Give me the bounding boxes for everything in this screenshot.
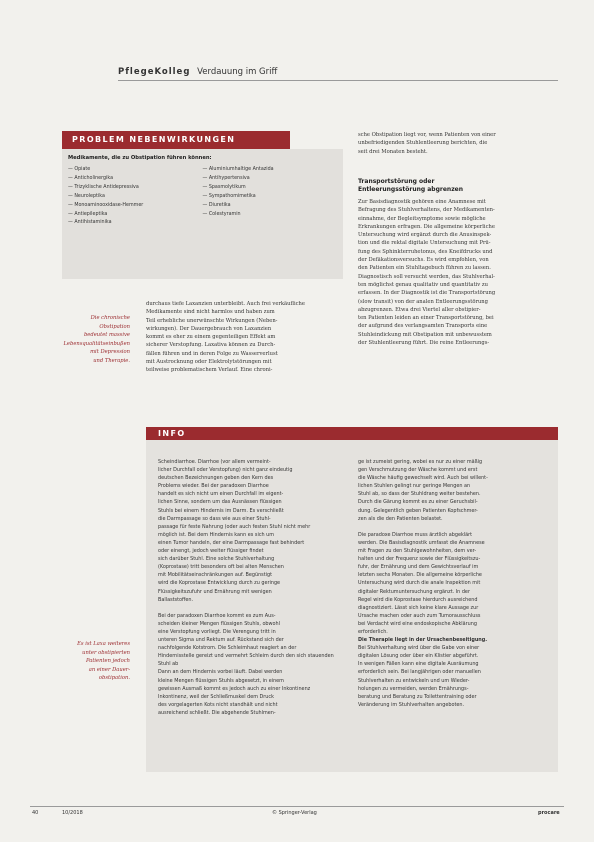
text-line: mit Austrocknung oder Elektrolytstörungen mit <box>146 359 272 366</box>
info-text-line: (Koprostase) tritt besonders oft bei alten Menschen <box>158 564 284 571</box>
drug-list-item: — Anticholinergika <box>68 175 114 181</box>
text-line: Zur Basisdiagnostik gehören eine Anamnese mit <box>358 199 486 205</box>
text-line: kommt es eher zu einem gegenteiligen Effekt am <box>146 334 276 341</box>
info-text-line: lichen Stuhlen gelingt nur geringe Mengen an <box>358 483 471 490</box>
drug-list-col-2 <box>203 166 338 228</box>
text-line: der Stuhlentleerung führt. Die reine Entleerungs- <box>358 340 490 347</box>
body-column-right <box>358 198 558 347</box>
info-text-line: Problems wieder. Bei der paradoxen Diarrhoe <box>158 483 269 490</box>
info-text-line: werden. Die Basisdiagnostik umfasst die Anamnese <box>358 539 485 546</box>
info-text-line: Untersuchung wird durch die anale Inspektion mit <box>358 580 481 587</box>
text-line: Teil erhebliche unerwünschte Wirkungen (Neben- <box>146 317 278 324</box>
info-text-line: Bei Stuhlverhaltung wird über die Gabe von einer <box>358 645 480 652</box>
info-box-title: INFO <box>146 427 558 440</box>
text-line: den Patienten ein Stuhltagebuch führen zu lassen. <box>358 265 491 272</box>
info-text-line: Dann an dem Hindernis vorbei läuft. Dabei werden <box>158 669 283 676</box>
text-line: seit drei Monaten besteht. <box>358 148 428 155</box>
info-text-line: Ursache machen oder auch zum Tumorausschluss <box>358 612 481 619</box>
problem-box <box>62 149 343 279</box>
drug-list-item: — Antihistaminika <box>68 220 112 226</box>
drug-list-item: — Antihypertensiva <box>202 175 250 181</box>
info-text-line: wird die Koprostase Entwicklung durch zu geringe <box>158 580 281 587</box>
magazine-section-brand: PflegeKolleg <box>118 67 191 77</box>
info-text-line: fuhr, der Ernährung und dem Gewichtsverlauf im <box>358 564 479 571</box>
body-column-right-top <box>358 131 558 156</box>
info-text-line: ausreichend schließt. Die abgehende Stuhlmen- <box>158 709 276 716</box>
info-text-line: lichen Sinne, sondern um das Ausnässen flüssigen <box>158 499 282 506</box>
text-line: einnahme, der Begleitsymptome sowie mögliche <box>358 215 486 222</box>
section-subtitle: Verdauung im Griff <box>197 67 278 77</box>
info-text-line <box>358 523 550 531</box>
info-text-line: die Darmpassage so dass wie aus einer Stuhl- <box>158 515 271 522</box>
info-text-line: digitaler Rektumuntersuchung ergänzt. In der <box>358 588 470 595</box>
info-text-line: des vorgelagerten Kots nicht standhält und nicht <box>158 701 278 708</box>
info-text-line: gen Verschmutzung der Wäsche kommt und erst <box>358 467 478 474</box>
drug-list-item: — Opiate <box>68 167 91 172</box>
info-text-line: möglich ist. Bei dem Hindernis kann es sich um <box>158 531 275 538</box>
text-line: durchaus tiefe Laxanzien unterbleibt. Auch frei verkäufliche <box>146 301 305 307</box>
margin-quote-line: Es ist Laxa weiteres <box>77 641 130 647</box>
info-text-line: handelt es sich nicht um einen Durchfall im eigent- <box>158 491 284 498</box>
drug-list-item: — Sympathomimetika <box>202 193 256 199</box>
text-line: fung des Sphinkterruhetonus, des Kneifdrucks und <box>358 248 493 255</box>
info-text-line <box>158 604 344 612</box>
info-text-line: die Wäsche häufig gewechselt wird. Auch bei willent- <box>358 475 488 482</box>
info-text-line: passage für feste Nahrung (oder auch festen Stuhl nicht mehr <box>158 523 311 530</box>
info-text-line: Hindernisstelle gereizt und vermehrt Schleim durch den sich stauenden Stuhl ab <box>158 653 334 668</box>
therapy-heading: Die Therapie liegt in der Ursachenbeseitigung. <box>358 637 488 644</box>
info-text-line: eine Verstopfung vorliegt. Die Verengung tritt in <box>158 628 276 635</box>
margin-quote-1 <box>62 314 130 366</box>
margin-quote-line: Lebensqualitätseinbußen <box>63 340 130 347</box>
text-line: der Defäkationsversuchs. Es wird empfohlen, von <box>358 257 489 264</box>
drug-list-item: — Spasmolytikum <box>202 184 246 190</box>
info-text-line: ge ist zumeist gering, wobei es nur zu einer mäßig <box>358 459 483 465</box>
margin-quote-line: obstipation. <box>98 675 130 682</box>
info-text-line: letzten sechs Monaten. Die allgemeine körperliche <box>358 572 482 579</box>
info-text-line: beratung und Beratung zu Toilettentraining oder <box>358 693 477 700</box>
info-text-line: zen als die den Patienten belastet. <box>358 515 443 522</box>
heading-line: Transportstörung oder <box>358 178 435 185</box>
info-text-line: kleine Mengen flüssigen Stuhls abgesetzt, in einem <box>158 677 284 684</box>
text-line: sche Obstipation liegt vor, wenn Patienten von einer <box>358 132 496 138</box>
info-text-line: mit Fragen zu den Stuhlgewohnheiten, dem ver- <box>358 548 477 555</box>
info-text-line: oder einengt, jedoch weiter flüssiger findet <box>158 548 264 555</box>
margin-quote-line: Obstipation <box>99 323 130 330</box>
info-column-right <box>358 458 550 709</box>
text-line: fällen führen und in deren Folge zu Wasserverlust <box>146 350 278 357</box>
info-text-line: licher Durchfall oder Verstopfung) nicht ganz eindeutig <box>158 467 293 474</box>
info-text-line: digitalen Lösung oder über ein Klistier abgeführt. <box>358 653 479 660</box>
text-line: Diagnostisch soll versucht werden, das Stuhlverhal- <box>358 273 495 280</box>
drug-list-item: — Diuretika <box>202 202 231 208</box>
text-line: Erkrankungen erfragen. Die allgemeine körperliche <box>358 223 495 230</box>
margin-quote-line: bedeutet massive <box>83 332 130 339</box>
header-divider <box>118 80 558 81</box>
info-text-line: Stuhlverhalten zu entwickeln und um Wieder- <box>358 677 470 684</box>
info-text-line: bei Verdacht wird eine endoskopische Abklärung <box>358 620 477 627</box>
margin-quote-line: unter obstipierten <box>82 649 130 656</box>
info-text-line: Ballaststoffen. <box>158 596 194 603</box>
heading-line: Entleerungsstörung abgrenzen <box>358 186 464 193</box>
text-line: Befragung des Stuhlverhaltens, der Medikamenten- <box>358 207 495 214</box>
text-line: (slow transit) von der analen Entleerungsstörung <box>358 298 488 305</box>
drug-list-item: — Antiepileptika <box>68 211 108 217</box>
drug-list-item: — Monoaminooxidase-Hemmer <box>68 202 144 208</box>
text-line: ten möglichst genau qualitativ und quantitativ zu <box>358 281 488 288</box>
info-text-line: scheiden kleiner Mengen flüssigen Stuhls, obwohl <box>158 620 280 627</box>
info-text-line: mit Mobilitätseinschränkungen auf. Begünstigt <box>158 572 273 579</box>
text-line: Medikamente sind nicht harmlos und haben zum <box>146 309 275 316</box>
info-text-line: Stuhl ab, so dass der Stuhldrang weiter bestehen. <box>358 491 481 498</box>
info-text-line: Inkontinenz, weil der Schließmuskel dem Druck <box>158 693 274 700</box>
text-line: der aufgrund des verlangsamten Transports eine <box>358 323 488 330</box>
page-number: 40 <box>32 810 39 816</box>
margin-quote-line: Patienten jedoch <box>85 658 130 665</box>
drug-list-item: — Neuroleptika <box>68 193 105 199</box>
info-text-line: Regel wird die Koprostase hierdurch ausreichend <box>358 596 478 603</box>
text-line: sicherer Verstopfung. Laxativa können zu Durch- <box>146 342 276 349</box>
drug-list-item: — Aluminiumhaltige Antazida <box>202 167 274 172</box>
info-text-line: In wenigen Fällen kann eine digitale Ausräumung <box>358 661 479 668</box>
text-line: teilweise problematischem Verlauf. Eine chroni- <box>146 367 273 374</box>
text-line: Stuhleindickung mit Obstipation mit unbewusstem <box>358 331 492 338</box>
drug-list-col-1 <box>68 166 203 228</box>
section-heading <box>358 178 558 194</box>
margin-quote-line: und Therapie. <box>93 357 130 364</box>
drug-list-item: — Trizyklische Antidepressiva <box>68 184 139 190</box>
info-text-line: Stuhls bei einem Hindernis im Darm. Es verschließt <box>158 507 284 514</box>
info-text-line: deutschen Bezeichnungen geben den Kern des <box>158 475 274 482</box>
problem-box-title: PROBLEM NEBENWIRKUNGEN <box>62 131 290 149</box>
info-text-line: Scheindiarrhoe. Diarrhoe (vor allem vermeint- <box>158 459 271 465</box>
page-header <box>118 67 277 77</box>
text-line: erfassen. In der Diagnostik ist die Transportstörung <box>358 290 496 297</box>
margin-quote-line: an einer Dauer- <box>88 666 130 673</box>
text-line: Untersuchung wird ergänzt durch die Anusinspek- <box>358 232 492 239</box>
margin-quote-2 <box>62 640 130 683</box>
margin-quote-line: Die chronische <box>90 315 130 321</box>
info-text-line: diagnostiziert. Lässt sich keine klare Aussage zur <box>358 604 479 611</box>
info-text-line: halten und der Frequenz sowie der Flüssigkeitszu- <box>358 556 481 563</box>
info-text-line: erforderlich. <box>358 628 388 635</box>
publisher: © Springer-Verlag <box>272 810 317 816</box>
info-text-line: sich darüber Stuhl. Eine solche Stuhlverhaltung <box>158 556 275 563</box>
journal-name: procare <box>538 810 560 816</box>
drug-list-item: — Colestyramin <box>202 211 241 217</box>
text-line: abzugrenzen. Etwa drei Viertel aller obstipier- <box>358 306 481 313</box>
info-text-line: gewissen Ausmaß kommt es jedoch auch zu einer Inkontinenz <box>158 685 311 692</box>
text-line: unbefriedigenden Stuhlentleerung berichten, die <box>358 140 488 147</box>
footer-divider <box>30 806 564 807</box>
body-column-left <box>146 300 346 375</box>
info-text-line: Flüssigkeitszufuhr und Ernährung mit wenigen <box>158 588 272 595</box>
info-text-line: Veränderung im Stuhlverhalten angeboten. <box>358 701 465 708</box>
info-text-line: holungen zu vermeiden, werden Ernährungs- <box>358 685 469 692</box>
info-text-line: Durch die Gärung kommt es zu einer Geruchsbil- <box>358 499 478 506</box>
text-line: tion und die rektal digitale Untersuchung mit Prü- <box>358 240 491 247</box>
info-text-line: Bei der paradoxen Diarrhoe kommt es zum Aus- <box>158 612 276 619</box>
problem-box-intro: Medikamente, die zu Obstipation führen können: <box>68 155 212 161</box>
info-text-line: unteren Sigma und Rektum auf. Rückstand sich der <box>158 637 284 644</box>
text-line: wirkungen). Der Dauergebrauch von Laxanzien <box>146 325 272 332</box>
issue-date: 10/2018 <box>62 810 83 816</box>
info-column-left <box>158 458 344 717</box>
info-text-line: erforderlich sein. Bei langjährigen oder manuellen <box>358 669 481 676</box>
info-text-line: einen Tumor handeln, der eine Darmpassage fast behindert <box>158 539 305 546</box>
info-text-line: nachfolgende Kotstrom. Die Schleimhaut reagiert an der <box>158 645 297 652</box>
text-line: ten Patienten leiden an einer Transportstörung, bei <box>358 315 494 322</box>
info-text-line: dung. Gelegentlich geben Patienten Kopfschmer- <box>358 507 478 514</box>
margin-quote-line: mit Depression <box>90 349 130 356</box>
info-text-line: Die paradoxe Diarrhoe muss ärztlich abgeklärt <box>358 531 473 538</box>
